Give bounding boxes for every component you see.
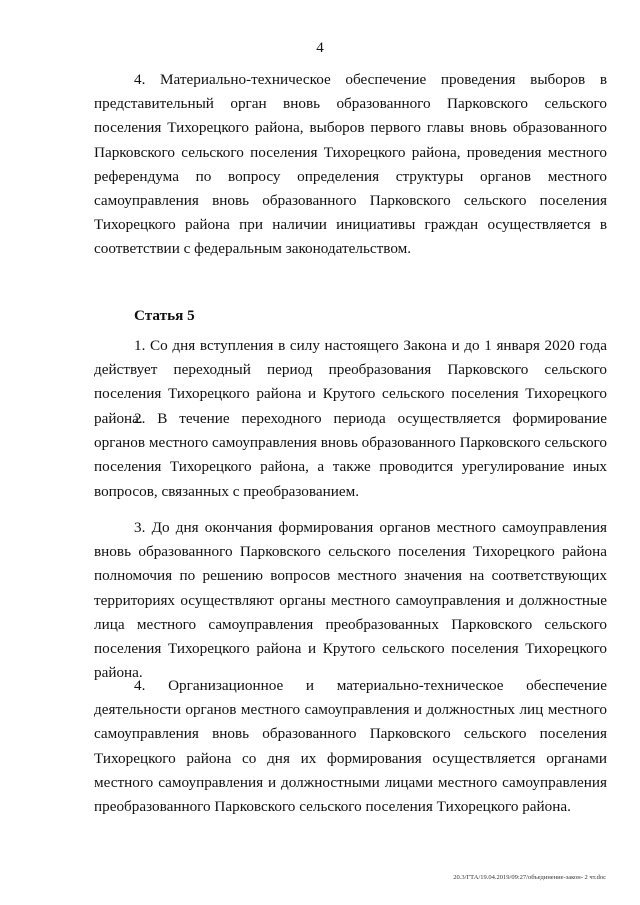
paragraph-4-material-support: 4. Материально-техническое обеспечение проведения выборов в представительный орган вновь образованного Парковского сельского поселения Тихорецкого района, выборов первого главы вновь образованного Парковского сельского поселения Тихорецкого района, проведения местного референдума по вопросу определения структуры органов местного самоуправления вновь образованного Парковского сельского поселения Тихорецкого района при наличии инициативы граждан осуществляется в соответствии с федеральным законодательством. [94, 71, 607, 258]
article-heading: Статья 5 [134, 307, 195, 324]
article-item-3: 3. До дня окончания формирования органов местного самоуправления вновь образованного Парковского сельского поселения Тихорецкого района полномочия по решению вопросов местного значения на соответствующих территориях осуществляют органы местного самоуправления и должностные лица местного самоуправления преобразованных Парковского сельского поселения Тихорецкого района и Крутого сельского поселения Тихорецкого района. [94, 519, 607, 682]
article-item-1: 1. Со дня вступления в силу настоящего Закона и до 1 января 2020 года действует переходный период преобразования Парковского сельского поселения Тихорецкого района и Крутого сельского поселения Тихорецкого района. [94, 337, 607, 427]
document-footer-reference: 20.3/ГТА/19.04.2019/09:27/объединение-закон- 2 чт.doc [453, 874, 606, 881]
page-number: 4 [316, 40, 324, 56]
article-item-4: 4. Организационное и материально-техническое обеспечение деятельности органов местного самоуправления и должностных лиц местного самоуправления вновь образованного Парковского сельского поселения Тихорецкого района со дня их формирования осуществляется органами местного самоуправления и должностными лицами местного самоуправления преобразованного Парковского сельского поселения Тихорецкого района. [94, 677, 607, 816]
article-item-2: 2. В течение переходного периода осуществляется формирование органов местного самоуправления вновь образованного Парковского сельского поселения Тихорецкого района, а также проводится урегулирование иных вопросов, связанных с преобразованием. [94, 410, 607, 500]
